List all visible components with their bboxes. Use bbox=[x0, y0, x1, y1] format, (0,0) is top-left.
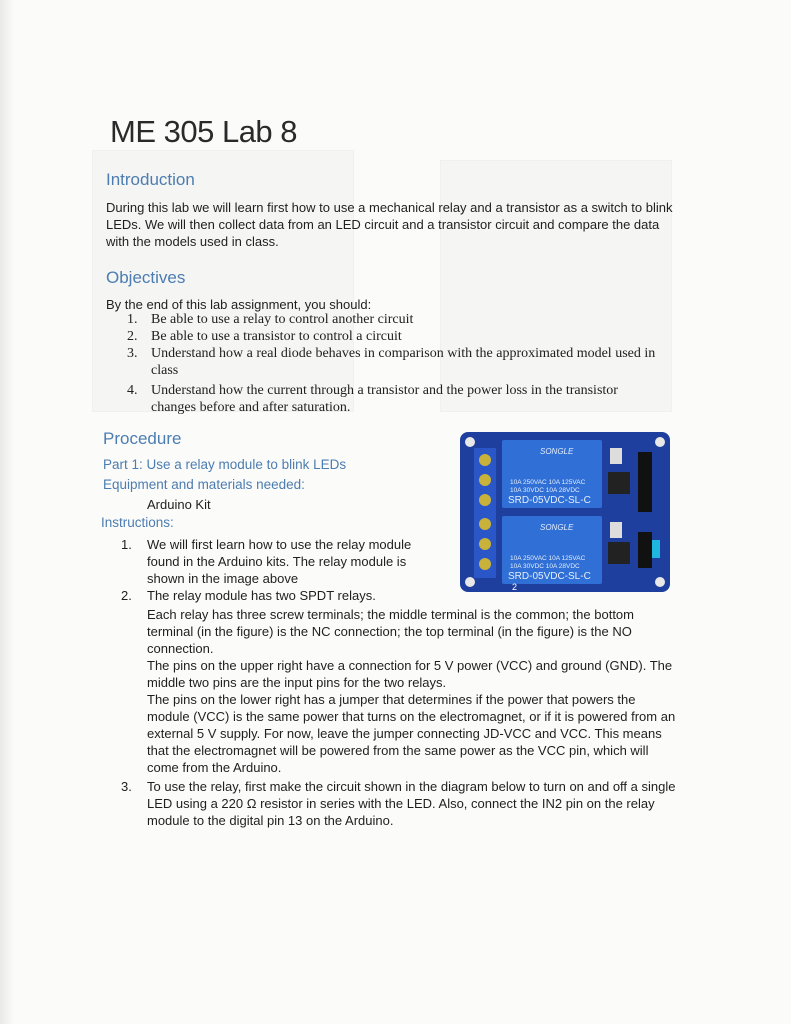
objective-text: Be able to use a transistor to control a circuit bbox=[151, 329, 402, 344]
list-item bbox=[121, 536, 681, 587]
list-number: 3. bbox=[127, 346, 138, 361]
list-number: 1. bbox=[121, 537, 132, 552]
relay-rating: 10A 250VAC 10A 125VAC bbox=[510, 555, 586, 562]
step-text: The relay module has two SPDT relays. bbox=[147, 588, 376, 603]
objectives-list bbox=[127, 311, 657, 416]
page-edge bbox=[0, 0, 14, 1024]
relay-rating: 10A 30VDC 10A 28VDC bbox=[510, 563, 580, 570]
objective-text: Understand how the current through a transistor and the power loss in the transistor changes before and after saturation. bbox=[151, 383, 618, 415]
instructions-list bbox=[121, 536, 681, 829]
objectives-heading: Objectives bbox=[106, 268, 186, 287]
relay-number: 2 bbox=[512, 582, 518, 592]
relay-brand: SONGLE bbox=[540, 447, 574, 456]
list-number: 1. bbox=[127, 312, 138, 327]
list-item bbox=[127, 345, 657, 379]
relay-brand: SONGLE bbox=[540, 523, 574, 532]
mount-hole bbox=[655, 437, 665, 447]
screw-terminal bbox=[479, 494, 491, 506]
screw-terminal bbox=[479, 518, 491, 530]
list-item bbox=[121, 778, 681, 829]
list-number: 3. bbox=[121, 779, 132, 794]
objective-text: Be able to use a relay to control another circuit bbox=[151, 312, 414, 327]
list-item bbox=[127, 328, 657, 345]
objective-text: Understand how a real diode behaves in comparison with the approximated model used in class bbox=[151, 346, 656, 378]
list-item bbox=[127, 382, 657, 416]
screw-terminal bbox=[479, 474, 491, 486]
component bbox=[610, 448, 622, 464]
step-text: We will first learn how to use the relay module found in the Arduino kits. The relay module is shown in the image above bbox=[147, 537, 412, 586]
step-detail: The pins on the upper right have a connection for 5 V power (VCC) and ground (GND). The middle two pins are the input pins for the two relays. bbox=[147, 658, 673, 690]
relay-rating: 10A 250VAC 10A 125VAC bbox=[510, 479, 586, 486]
list-number: 4. bbox=[127, 383, 138, 398]
equipment-item: Arduino Kit bbox=[147, 497, 211, 512]
screw-terminal bbox=[479, 454, 491, 466]
list-item bbox=[127, 311, 657, 328]
page-title: ME 305 Lab 8 bbox=[110, 114, 298, 149]
list-item bbox=[121, 587, 681, 776]
equipment-heading: Equipment and materials needed: bbox=[103, 477, 305, 492]
part-heading: Part 1: Use a relay module to blink LEDs bbox=[103, 457, 347, 472]
introduction-heading: Introduction bbox=[106, 170, 195, 189]
input-header-pins bbox=[638, 452, 652, 512]
list-number: 2. bbox=[121, 588, 132, 603]
step-detail: The pins on the lower right has a jumper that determines if the power that powers the module (VCC) is the same power that turns on the electromagnet, or if it is powered from an external 5 V supply. For now, leave the jumper connecting JD-VCC and VCC. This means that the electromagnet will be powered from the same power as the VCC pin, which will come from the Arduino. bbox=[147, 692, 676, 775]
list-number: 2. bbox=[127, 329, 138, 344]
relay-model: SRD-05VDC-SL-C bbox=[508, 571, 591, 582]
relay-model: SRD-05VDC-SL-C bbox=[508, 495, 591, 506]
objectives-lead: By the end of this lab assignment, you should: bbox=[106, 297, 372, 312]
instructions-heading: Instructions: bbox=[101, 515, 174, 530]
relay-rating: 10A 30VDC 10A 28VDC bbox=[510, 487, 580, 494]
step-text: To use the relay, first make the circuit shown in the diagram below to turn on and off a single LED using a 220 Ω resistor in series with the LED. Also, connect the IN2 pin on the relay module to the digital pin 13 on the Arduino. bbox=[147, 779, 676, 828]
step-detail: Each relay has three screw terminals; the middle terminal is the common; the bottom terminal (in the figure) is the NC connection; the top terminal (in the figure) is the NO connection. bbox=[147, 607, 634, 656]
mount-hole bbox=[465, 437, 475, 447]
procedure-heading: Procedure bbox=[103, 429, 182, 448]
optocoupler-chip bbox=[608, 472, 630, 494]
introduction-text: During this lab we will learn first how to use a mechanical relay and a transistor as a switch to blink LEDs. We will then collect data from an LED circuit and a transistor circuit and compare the data with the models used in class. bbox=[106, 200, 673, 249]
